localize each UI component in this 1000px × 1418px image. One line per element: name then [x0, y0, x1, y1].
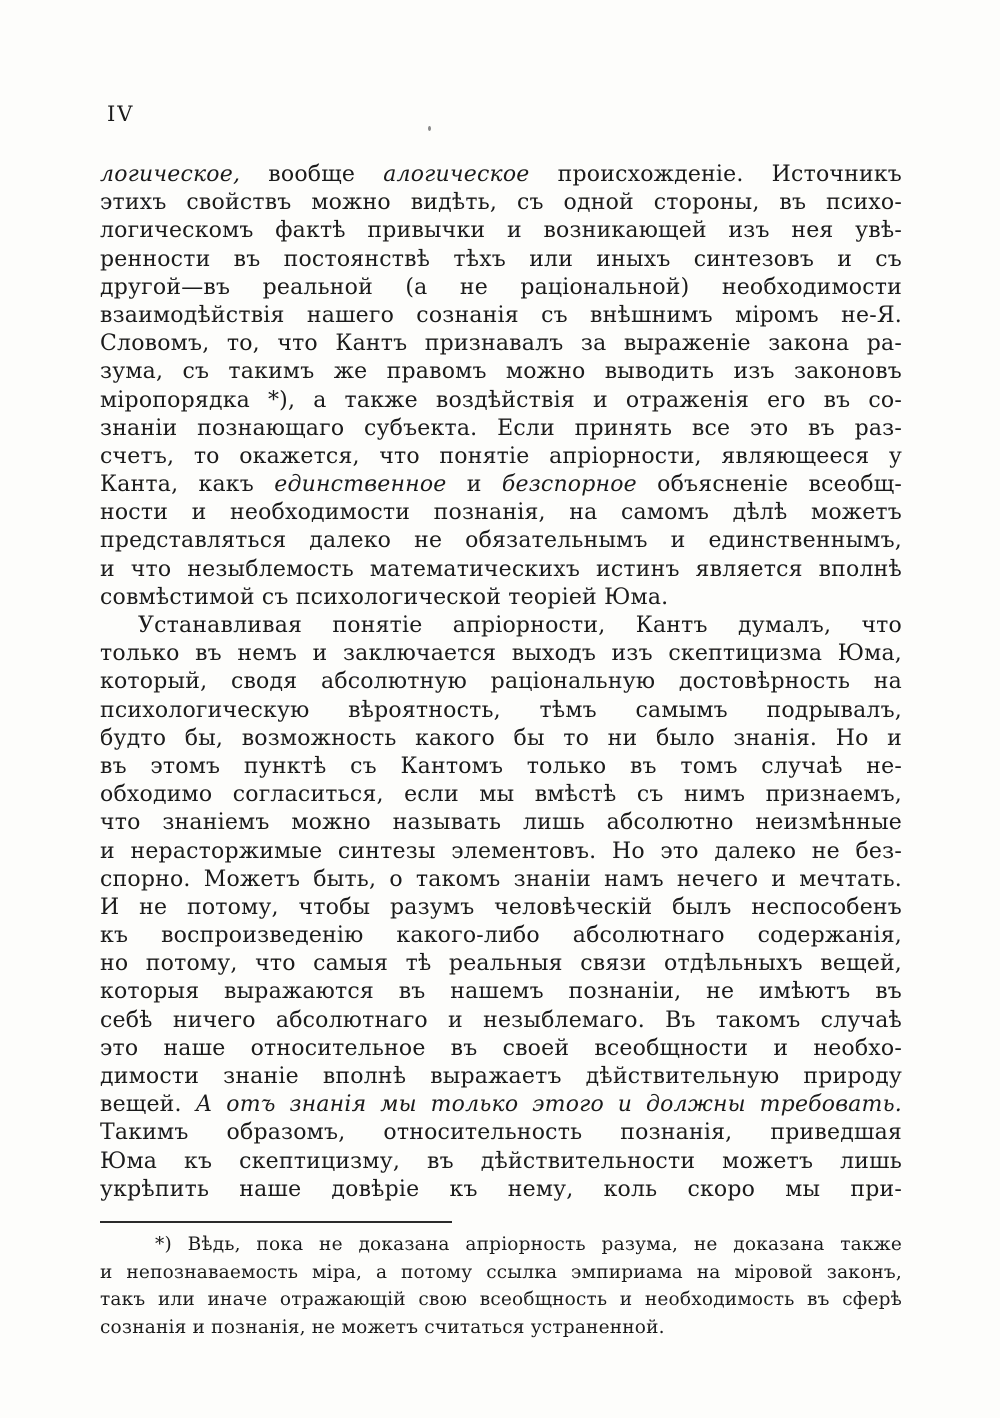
- text-segment: *) Вѣдь, пока не доказана апріорность разума, не доказана также: [155, 1234, 902, 1255]
- text-line: [100, 1035, 902, 1063]
- italic-text-segment: логическое,: [100, 162, 241, 187]
- footnote-text: [100, 1231, 902, 1341]
- text-line: [100, 1007, 902, 1035]
- text-segment: совмѣстимой съ психологической теоріей Юма.: [100, 584, 669, 610]
- text-line: [100, 499, 902, 527]
- text-line: [100, 1091, 902, 1119]
- text-line: [100, 217, 902, 245]
- text-segment: психологическую вѣроятность, тѣмъ самымъ подрывалъ,: [100, 697, 902, 723]
- text-segment: и что незыблемость математическихъ истинъ является вполнѣ: [100, 556, 902, 582]
- text-line: [100, 387, 902, 415]
- text-line: [100, 358, 902, 386]
- text-segment: димости знаніе вполнѣ выражаетъ дѣйствительную природу: [100, 1064, 902, 1089]
- text-line: [100, 668, 902, 696]
- text-line: [100, 1176, 902, 1204]
- text-segment: знаніи познающаго субъекта. Если принять все это въ раз-: [100, 415, 902, 441]
- italic-text-segment: А отъ знанія мы только этого и должны требовать.: [195, 1092, 902, 1118]
- italic-text-segment: алогическое: [383, 162, 530, 187]
- text-line: [100, 725, 902, 753]
- text-segment: обходимо согласиться, если мы вмѣстѣ съ нимъ признаемъ,: [100, 782, 902, 808]
- text-line: [100, 274, 902, 302]
- text-segment: только въ немъ и заключается выходъ изъ скептицизма Юма,: [100, 641, 902, 667]
- text-segment: но потому, что самыя тѣ реальныя связи отдѣльныхъ вещей,: [100, 951, 902, 977]
- text-line: [100, 1119, 902, 1147]
- text-segment: себѣ ничего абсолютнаго и незыблемаго. Въ такомъ случаѣ: [100, 1007, 902, 1033]
- text-segment: ренности въ постоянствѣ тѣхъ или иныхъ синтезовъ и съ: [100, 246, 902, 272]
- text-segment: укрѣпить наше довѣріе къ нему, коль скоро мы при-: [100, 1176, 902, 1202]
- text-line: [100, 1231, 902, 1259]
- text-line: [100, 809, 902, 837]
- text-segment: И не потому, чтобы разумъ человѣческій былъ неспособенъ: [100, 894, 902, 920]
- text-line: [100, 584, 902, 612]
- text-segment: Словомъ, то, что Кантъ признавалъ за выраженіе закона ра-: [100, 331, 902, 357]
- text-line: [100, 471, 902, 499]
- text-segment: ности и необходимости познанія, на самомъ дѣлѣ можетъ: [100, 500, 902, 526]
- text-segment: въ этомъ пунктѣ съ Кантомъ только въ томъ случаѣ не-: [100, 753, 902, 779]
- text-line: [100, 556, 902, 584]
- text-segment: которыя выражаются въ нашемъ познаніи, не имѣютъ въ: [100, 979, 902, 1005]
- text-line: [100, 527, 902, 555]
- text-segment: этихъ свойствъ можно видѣть, съ одной стороны, въ психо-: [100, 190, 902, 216]
- text-segment: происхожденіе. Источникъ: [529, 162, 903, 187]
- text-segment: другой—въ реальной (а не раціональной) необходимости: [100, 274, 902, 300]
- footnote-rule: [100, 1221, 452, 1223]
- text-segment: вообще: [240, 162, 384, 187]
- text-segment: объясненіе всеобщ-: [636, 472, 903, 498]
- text-segment: міропорядка *), а также воздѣйствія и отраженія его въ со-: [100, 387, 902, 413]
- text-segment: логическомъ фактѣ привычки и возникающей изъ нея увѣ-: [100, 218, 902, 244]
- text-line: [100, 1259, 902, 1287]
- text-segment: спорно. Можетъ быть, о такомъ знаніи намъ нечего и мечтать.: [100, 866, 902, 892]
- text-line: [100, 640, 902, 668]
- text-segment: такъ или иначе отражающій свою всеобщность и необходимость въ сферѣ: [100, 1289, 902, 1310]
- text-line: [100, 161, 902, 189]
- text-segment: зума, съ такимъ же правомъ можно выводить изъ законовъ: [100, 359, 902, 385]
- text-line: [100, 894, 902, 922]
- text-line: [100, 978, 902, 1006]
- text-line: [100, 950, 902, 978]
- text-line: [100, 443, 902, 471]
- text-segment: который, сводя абсолютную раціональную достовѣрность на: [100, 669, 902, 695]
- text-line: [100, 697, 902, 725]
- text-segment: къ воспроизведенію какого-либо абсолютнаго содержанія,: [100, 923, 902, 949]
- body-text: [100, 161, 902, 1204]
- text-segment: что знаніемъ можно называть лишь абсолютно неизмѣнные: [100, 810, 902, 836]
- text-line: [100, 189, 902, 217]
- text-segment: и нерасторжимые синтезы элементовъ. Но это далеко не без-: [100, 838, 902, 864]
- text-line: [100, 1286, 902, 1314]
- text-line: [100, 246, 902, 274]
- text-line: [100, 415, 902, 443]
- text-segment: и: [446, 472, 502, 498]
- text-segment: Юма къ скептицизму, въ дѣйствительности можетъ лишь: [100, 1148, 902, 1174]
- text-segment: счетъ, то окажется, что понятіе апріорности, являющееся у: [100, 443, 902, 469]
- text-line: [100, 1063, 902, 1091]
- text-segment: сознанія и познанія, не можетъ считаться устраненной.: [100, 1316, 665, 1338]
- scan-speck: [428, 126, 431, 131]
- text-segment: это наше относительное въ своей всеобщности и необхо-: [100, 1035, 902, 1061]
- page-number: IV: [107, 102, 135, 126]
- text-line: [100, 838, 902, 866]
- text-segment: взаимодѣйствія нашего сознанія съ внѣшнимъ міромъ не-Я.: [100, 302, 902, 328]
- text-segment: Такимъ образомъ, относительность познанія, приведшая: [100, 1120, 902, 1146]
- italic-text-segment: единственное: [274, 472, 447, 498]
- text-line: [100, 922, 902, 950]
- text-line: [100, 781, 902, 809]
- text-segment: вещей.: [100, 1092, 196, 1118]
- text-line: [100, 866, 902, 894]
- italic-text-segment: безспорное: [501, 472, 637, 498]
- text-segment: будто бы, возможность какого бы то ни было знанія. Но и: [100, 725, 902, 751]
- text-line: [100, 302, 902, 330]
- text-line: [100, 753, 902, 781]
- text-segment: Канта, какъ: [100, 472, 275, 498]
- text-segment: Устанавливая понятіе апріорности, Кантъ думалъ, что: [138, 613, 902, 638]
- text-segment: представляться далеко не обязательнымъ и единственнымъ,: [100, 528, 902, 554]
- text-line: [100, 1314, 902, 1342]
- text-segment: и непознаваемость міра, а потому ссылка эмпириама на міровой законъ,: [100, 1261, 902, 1283]
- text-line: [100, 612, 902, 640]
- text-line: [100, 330, 902, 358]
- text-line: [100, 1148, 902, 1176]
